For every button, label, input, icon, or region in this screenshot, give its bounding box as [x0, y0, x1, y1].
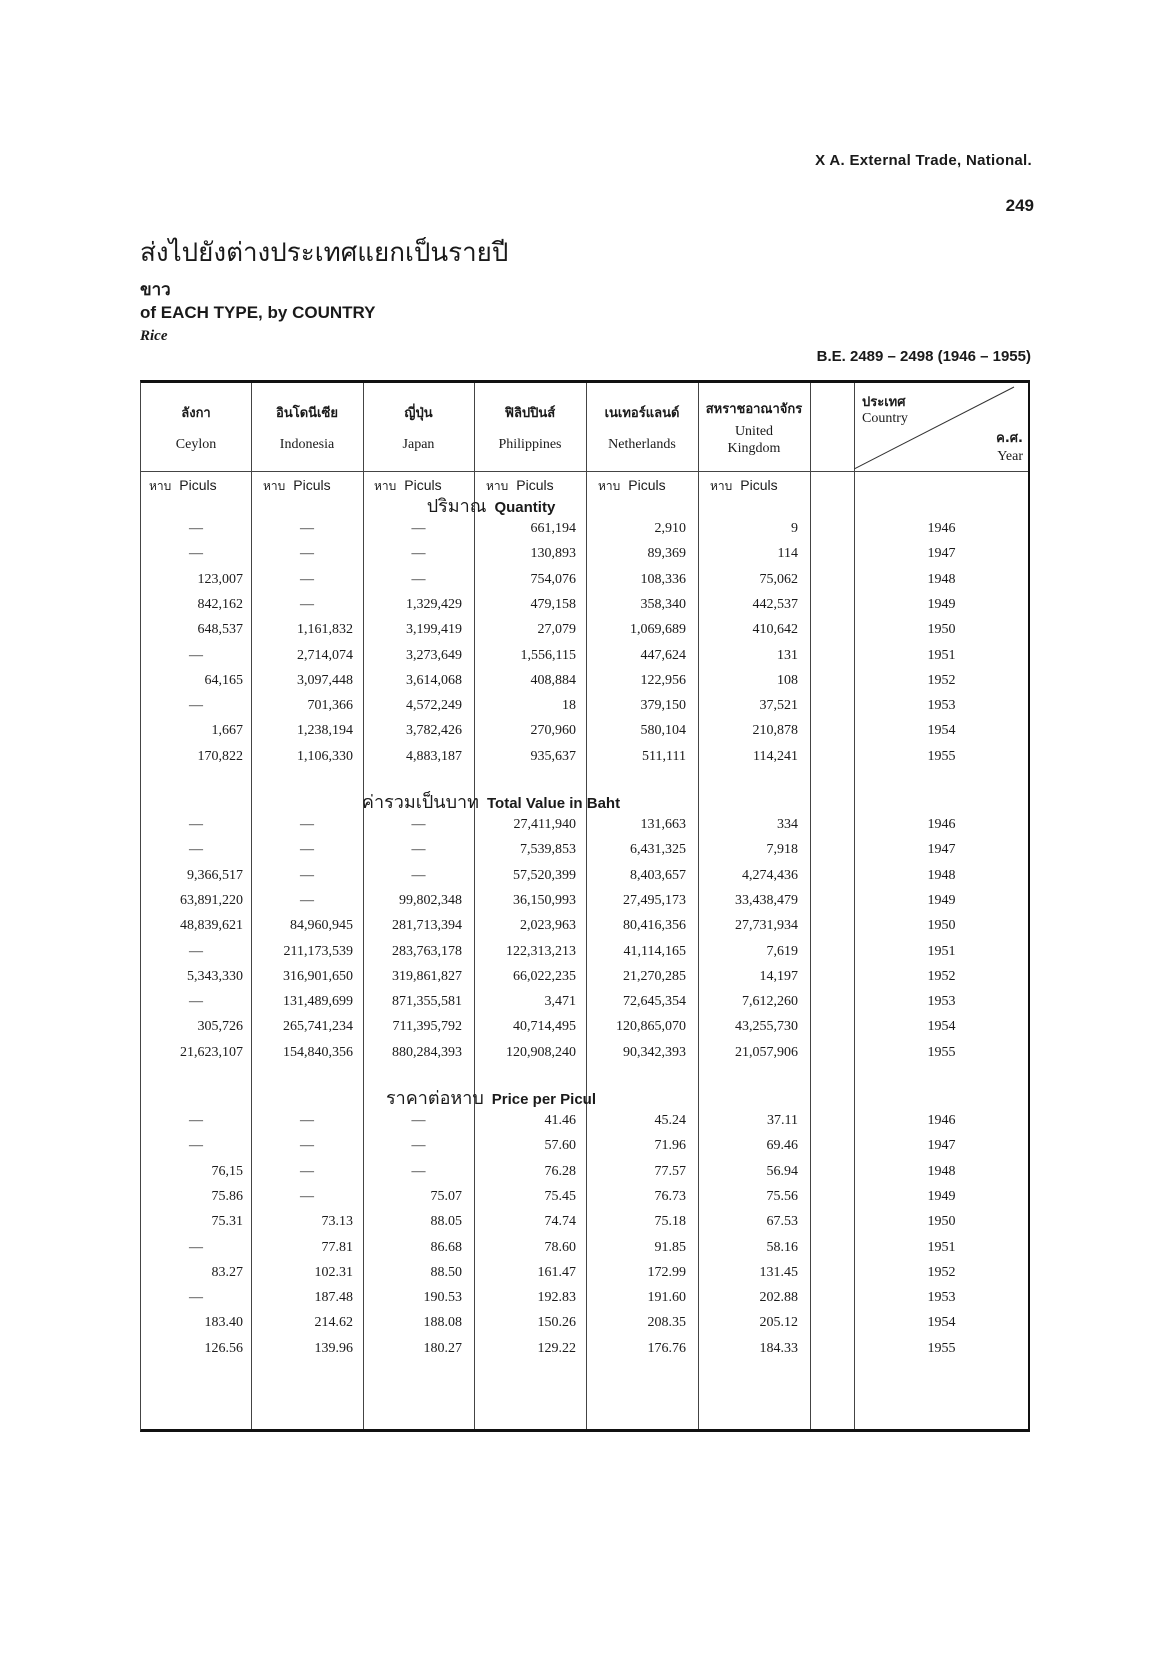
table-cell: —	[411, 842, 426, 858]
table-cell: 8,403,657	[630, 867, 686, 883]
section-title-th: ปริมาณ	[426, 496, 487, 517]
table-cell: 511,111	[642, 748, 686, 764]
table-cell: 139.96	[314, 1340, 353, 1356]
table-cell: 1,329,429	[406, 596, 462, 612]
table-row	[141, 817, 1029, 842]
table-row	[141, 1290, 1029, 1315]
table-cell: 379,150	[640, 698, 686, 714]
table-cell: 21,270,285	[623, 968, 686, 984]
table-cell: 66,022,235	[513, 968, 576, 984]
table-cell: 71.96	[654, 1138, 686, 1154]
table-cell: 90,342,393	[623, 1044, 686, 1060]
table-cell: 202.88	[759, 1290, 798, 1306]
table-cell: 75,062	[759, 571, 798, 587]
table-cell: 33,438,479	[735, 892, 798, 908]
table-cell: 130,893	[530, 546, 576, 562]
table-cell: 56.94	[766, 1163, 798, 1179]
section-title-th: ราคาต่อหาบ	[385, 1088, 484, 1109]
table-cell: 880,284,393	[392, 1044, 462, 1060]
year-cell: 1948	[927, 571, 956, 587]
table-cell: 4,883,187	[406, 748, 462, 764]
table-cell: 21,623,107	[180, 1044, 243, 1060]
period-label: B.E. 2489 – 2498 (1946 – 1955)	[816, 348, 1031, 365]
section-title	[141, 787, 841, 816]
table-cell: 69.46	[766, 1138, 798, 1154]
table-cell: 58.16	[766, 1239, 798, 1255]
column-header-indonesia	[251, 383, 363, 471]
table-row	[141, 969, 1029, 994]
table-cell: 661,194	[530, 521, 576, 536]
table-cell: 131	[777, 647, 798, 663]
table-cell: —	[411, 1113, 426, 1128]
table-cell: 27,411,940	[513, 817, 576, 832]
year-cell: 1947	[927, 842, 956, 858]
table-cell: 122,313,213	[506, 943, 576, 959]
table-cell: —	[300, 842, 314, 858]
table-cell: 7,918	[766, 842, 798, 858]
table-cell: 21,057,906	[735, 1044, 798, 1060]
table-cell: 842,162	[197, 596, 243, 612]
table-cell: —	[189, 943, 203, 959]
table-row	[141, 1113, 1029, 1138]
table-cell: 1,106,330	[297, 748, 353, 764]
table-cell: —	[300, 546, 314, 562]
table-cell: 1,238,194	[297, 723, 353, 739]
section-title-en: Price per Picul	[491, 1091, 597, 1108]
table-cell: 214.62	[314, 1315, 353, 1331]
unit-th: หาบ	[486, 479, 509, 493]
table-cell: —	[411, 521, 426, 536]
table-cell: 7,619	[766, 943, 798, 959]
table-cell: 75.86	[211, 1188, 243, 1204]
year-cell: 1950	[927, 1214, 956, 1230]
table-row	[141, 1019, 1029, 1044]
year-label-th: ค.ศ.	[996, 431, 1023, 446]
table-cell: 18	[562, 698, 576, 714]
table-cell: 1,069,689	[630, 622, 686, 638]
table-cell: 161.47	[537, 1264, 576, 1280]
table-cell: 122,956	[640, 672, 686, 688]
table-cell: 75.56	[766, 1188, 798, 1204]
table-cell: 78.60	[544, 1239, 576, 1255]
column-header-th: สหราชอาณาจักร	[705, 401, 803, 417]
table-cell: —	[411, 867, 426, 883]
table-cell: 1,556,115	[520, 647, 576, 663]
table-cell: 3,471	[544, 994, 576, 1010]
table-cell: 334	[777, 817, 798, 832]
year-cell: 1950	[927, 918, 956, 934]
table-cell: 86.68	[430, 1239, 462, 1255]
table-cell: —	[300, 1113, 314, 1128]
table-cell: 27,079	[537, 622, 576, 638]
table-cell: 442,537	[752, 596, 798, 612]
table-cell: 77.57	[654, 1163, 686, 1179]
table-cell: 210,878	[752, 723, 798, 739]
table-cell: 2,023,963	[520, 918, 576, 934]
table-cell: 120,908,240	[506, 1044, 576, 1060]
table-cell: 57,520,399	[513, 867, 576, 883]
table-cell: 72,645,354	[623, 994, 686, 1010]
table-cell: 3,614,068	[406, 672, 462, 688]
column-header-netherlands	[586, 383, 698, 471]
table-cell: 205.12	[759, 1315, 798, 1331]
table-cell: 187.48	[314, 1290, 353, 1306]
unit-en: Piculs	[179, 477, 217, 493]
table-cell: 74.74	[544, 1214, 576, 1230]
table-cell: 75.31	[211, 1214, 243, 1230]
year-cell: 1954	[927, 1019, 956, 1035]
year-cell: 1953	[927, 1290, 956, 1306]
table-cell: —	[300, 1188, 314, 1204]
year-cell: 1946	[927, 521, 956, 536]
year-cell: 1946	[927, 817, 956, 832]
year-cell: 1949	[927, 1188, 956, 1204]
year-cell: 1952	[927, 672, 956, 688]
table-row	[141, 1315, 1029, 1340]
table-cell: 316,901,650	[283, 968, 353, 984]
table-cell: 935,637	[530, 748, 576, 764]
table-row	[141, 597, 1029, 622]
table-cell: 183.40	[204, 1315, 243, 1331]
section-title-en: Quantity	[494, 499, 556, 516]
section-title-th: ค่ารวมเป็นบาท	[361, 792, 479, 813]
year-cell: 1948	[927, 1163, 956, 1179]
table-cell: 99,802,348	[399, 892, 462, 908]
year-cell: 1947	[927, 1138, 956, 1154]
table-cell: 211,173,539	[283, 943, 353, 959]
table-cell: 57.60	[544, 1138, 576, 1154]
table-cell: 191.60	[647, 1290, 686, 1306]
unit-th: หาบ	[710, 479, 733, 493]
column-header-en: Japan	[402, 436, 435, 452]
table-cell: 123,007	[197, 571, 243, 587]
table-cell: —	[411, 817, 426, 832]
column-header-en: Netherlands	[608, 436, 676, 452]
table-cell: 265,741,234	[283, 1019, 353, 1035]
table-cell: 176.76	[647, 1340, 686, 1356]
table-cell: 91.85	[654, 1239, 686, 1255]
table-cell: 2,910	[654, 521, 686, 536]
table-cell: 14,197	[759, 968, 798, 984]
table-row	[141, 893, 1029, 918]
table-cell: —	[189, 521, 203, 536]
table-cell: 3,273,649	[406, 647, 462, 663]
table-cell: 88.50	[430, 1264, 462, 1280]
table-cell: 75.07	[430, 1188, 462, 1204]
table-cell: 170,822	[197, 748, 243, 764]
table-cell: 76.28	[544, 1163, 576, 1179]
table-cell: 3,199,419	[406, 622, 462, 638]
year-cell: 1951	[927, 1239, 956, 1255]
year-cell: 1954	[927, 1315, 956, 1331]
country-label-en: Country	[862, 411, 908, 426]
table-cell: 37.11	[767, 1113, 798, 1128]
table-cell: 41.46	[544, 1113, 576, 1128]
table-cell: —	[189, 647, 203, 663]
unit-th: หาบ	[598, 479, 621, 493]
unit-en: Piculs	[628, 477, 666, 493]
page-subtitle: Rice	[140, 328, 168, 344]
page-number: 249	[1005, 196, 1034, 215]
column-header-en: Ceylon	[175, 436, 217, 452]
table-cell: 1,667	[211, 723, 243, 739]
year-cell: 1949	[927, 892, 956, 908]
unit-en: Piculs	[293, 477, 331, 493]
table-cell: 37,521	[759, 698, 798, 714]
thai-title: ส่งไปยังต่างประเทศแยกเป็นรายปี	[140, 238, 509, 268]
table-cell: 77.81	[321, 1239, 353, 1255]
unit-en: Piculs	[740, 477, 778, 493]
column-header-th: เนเทอร์แลนด์	[604, 405, 680, 421]
running-header: X A. External Trade, National.	[815, 152, 1032, 169]
table-cell: 129.22	[537, 1340, 576, 1356]
table-cell: 283,763,178	[392, 943, 462, 959]
column-header-japan	[363, 383, 474, 471]
table-cell: 305,726	[197, 1019, 243, 1035]
table-cell: 3,097,448	[297, 672, 353, 688]
table-cell: 36,150,993	[513, 892, 576, 908]
column-header-philippines	[474, 383, 586, 471]
unit-th: หาบ	[263, 479, 286, 493]
table-cell: 281,713,394	[392, 918, 462, 934]
table-row	[141, 749, 1029, 774]
table-cell: 9,366,517	[187, 867, 243, 883]
table-cell: 89,369	[647, 546, 686, 562]
table-cell: —	[189, 546, 203, 562]
table-cell: 184.33	[759, 1340, 798, 1356]
table-cell: —	[189, 842, 203, 858]
table-cell: 358,340	[640, 596, 686, 612]
column-header-united-kingdom	[698, 383, 810, 471]
table-row	[141, 994, 1029, 1019]
table-cell: 172.99	[647, 1264, 686, 1280]
table-cell: —	[411, 546, 426, 562]
column-header-th: ลังกา	[181, 405, 211, 421]
table-cell: 754,076	[530, 571, 576, 587]
table-cell: 45.24	[654, 1113, 686, 1128]
table-cell: 150.26	[537, 1315, 576, 1331]
table-cell: 3,782,426	[406, 723, 462, 739]
thai-subtitle: ขาว	[140, 280, 171, 300]
table-row	[141, 842, 1029, 867]
table-cell: 120,865,070	[616, 1019, 686, 1035]
table-cell: 408,884	[530, 672, 576, 688]
table-row	[141, 546, 1029, 571]
year-cell: 1948	[927, 867, 956, 883]
table-cell: 27,495,173	[623, 892, 686, 908]
table-cell: 871,355,581	[392, 994, 462, 1010]
year-cell: 1955	[927, 748, 956, 764]
table-cell: 180.27	[423, 1340, 462, 1356]
year-cell: 1953	[927, 994, 956, 1010]
table-cell: 711,395,792	[392, 1019, 462, 1035]
table-row	[141, 918, 1029, 943]
table-cell: 114,241	[753, 748, 798, 764]
table-cell: 102.31	[314, 1264, 353, 1280]
section-title-en: Total Value in Baht	[487, 795, 621, 812]
table-cell: 7,612,260	[742, 994, 798, 1010]
table-cell: 9	[791, 521, 798, 536]
unit-th: หาบ	[374, 479, 397, 493]
table-cell: —	[300, 1138, 314, 1154]
unit-th: หาบ	[149, 479, 172, 493]
table-cell: 447,624	[640, 647, 686, 663]
table-cell: —	[300, 892, 314, 908]
table-cell: —	[300, 571, 314, 587]
table-row	[141, 1265, 1029, 1290]
table-row	[141, 622, 1029, 647]
table-cell: 114	[777, 546, 798, 562]
year-cell: 1951	[927, 943, 956, 959]
year-label-en: Year	[997, 449, 1023, 464]
table-row	[141, 1045, 1029, 1070]
table-cell: 410,642	[752, 622, 798, 638]
table-cell: 4,572,249	[406, 698, 462, 714]
table-cell: 319,861,827	[392, 968, 462, 984]
table-cell: 131.45	[759, 1264, 798, 1280]
column-header-th: ฟิลิปปินส์	[504, 405, 556, 421]
country-year-corner	[854, 383, 1029, 471]
column-header-ceylon	[141, 383, 251, 471]
year-cell: 1947	[927, 546, 956, 562]
year-cell: 1954	[927, 723, 956, 739]
table-cell: —	[300, 867, 314, 883]
table-cell: 1,161,832	[297, 622, 353, 638]
column-header-th: ญี่ปุ่น	[404, 405, 433, 421]
year-cell: 1950	[927, 622, 956, 638]
table-cell: —	[189, 817, 203, 832]
unit-en: Piculs	[516, 477, 554, 493]
table-row	[141, 723, 1029, 748]
table-row	[141, 944, 1029, 969]
country-label-th: ประเทศ	[862, 395, 906, 410]
table-cell: —	[411, 1163, 426, 1179]
year-cell: 1949	[927, 596, 956, 612]
table-cell: 64,165	[204, 672, 243, 688]
table-row	[141, 572, 1029, 597]
table-cell: —	[411, 571, 426, 587]
header-divider	[141, 471, 1028, 472]
column-header-th: อินโดนีเซีย	[276, 405, 338, 421]
table-cell: 75.18	[654, 1214, 686, 1230]
table-cell: 131,489,699	[283, 994, 353, 1010]
table-cell: 479,158	[530, 596, 576, 612]
table-cell: 126.56	[204, 1340, 243, 1356]
table-cell: 7,539,853	[520, 842, 576, 858]
table-row	[141, 521, 1029, 546]
table-cell: —	[300, 596, 314, 612]
table-cell: 108	[777, 672, 798, 688]
table-row	[141, 673, 1029, 698]
table-cell: 84,960,945	[290, 918, 353, 934]
table-cell: 43,255,730	[735, 1019, 798, 1035]
table-cell: 80,416,356	[623, 918, 686, 934]
table-cell: 67.53	[766, 1214, 798, 1230]
trade-table	[140, 380, 1030, 1432]
table-cell: —	[300, 521, 314, 536]
section-title	[141, 491, 841, 520]
table-cell: 208.35	[647, 1315, 686, 1331]
table-cell: 580,104	[640, 723, 686, 739]
table-cell: —	[300, 817, 314, 832]
year-cell: 1952	[927, 1264, 956, 1280]
table-cell: 108,336	[640, 571, 686, 587]
table-cell: 701,366	[307, 698, 353, 714]
table-cell: 131,663	[640, 817, 686, 832]
table-row	[141, 1138, 1029, 1163]
table-cell: 6,431,325	[630, 842, 686, 858]
column-header-en: Indonesia	[279, 436, 335, 452]
table-cell: 154,840,356	[283, 1044, 353, 1060]
table-cell: 75.45	[544, 1188, 576, 1204]
table-row	[141, 1240, 1029, 1265]
table-cell: —	[189, 698, 203, 714]
table-cell: —	[189, 1113, 203, 1128]
table-cell: 83.27	[211, 1264, 243, 1280]
table-row	[141, 648, 1029, 673]
year-cell: 1951	[927, 647, 956, 663]
year-cell: 1953	[927, 698, 956, 714]
table-cell: 76,15	[211, 1163, 243, 1179]
table-cell: 76.73	[654, 1188, 686, 1204]
table-cell: —	[411, 1138, 426, 1154]
page-title: of EACH TYPE, by COUNTRY	[140, 303, 376, 322]
table-row	[141, 1214, 1029, 1239]
table-cell: —	[189, 1290, 203, 1306]
table-cell: 27,731,934	[735, 918, 798, 934]
section-title	[141, 1083, 841, 1112]
column-header-en: United Kingdom	[727, 423, 781, 456]
unit-en: Piculs	[404, 477, 442, 493]
table-row	[141, 1189, 1029, 1214]
table-cell: 2,714,074	[297, 647, 353, 663]
table-row	[141, 1164, 1029, 1189]
table-cell: —	[189, 1138, 203, 1154]
table-row	[141, 868, 1029, 893]
table-cell: 73.13	[321, 1214, 353, 1230]
column-header-en: Philippines	[498, 436, 562, 452]
year-cell: 1955	[927, 1044, 956, 1060]
year-cell: 1952	[927, 968, 956, 984]
table-cell: 270,960	[530, 723, 576, 739]
table-cell: 48,839,621	[180, 918, 243, 934]
table-cell: 40,714,495	[513, 1019, 576, 1035]
table-cell: 63,891,220	[180, 892, 243, 908]
year-cell: 1946	[927, 1113, 956, 1128]
table-cell: 190.53	[423, 1290, 462, 1306]
table-cell: 192.83	[537, 1290, 576, 1306]
table-row	[141, 1341, 1029, 1366]
table-row	[141, 698, 1029, 723]
table-cell: 648,537	[197, 622, 243, 638]
year-cell: 1955	[927, 1340, 956, 1356]
table-cell: 188.08	[423, 1315, 462, 1331]
table-cell: —	[189, 994, 203, 1010]
table-cell: 5,343,330	[187, 968, 243, 984]
table-cell: 4,274,436	[742, 867, 798, 883]
table-cell: —	[300, 1163, 314, 1179]
table-cell: —	[189, 1239, 203, 1255]
table-cell: 88.05	[430, 1214, 462, 1230]
table-cell: 41,114,165	[623, 943, 686, 959]
